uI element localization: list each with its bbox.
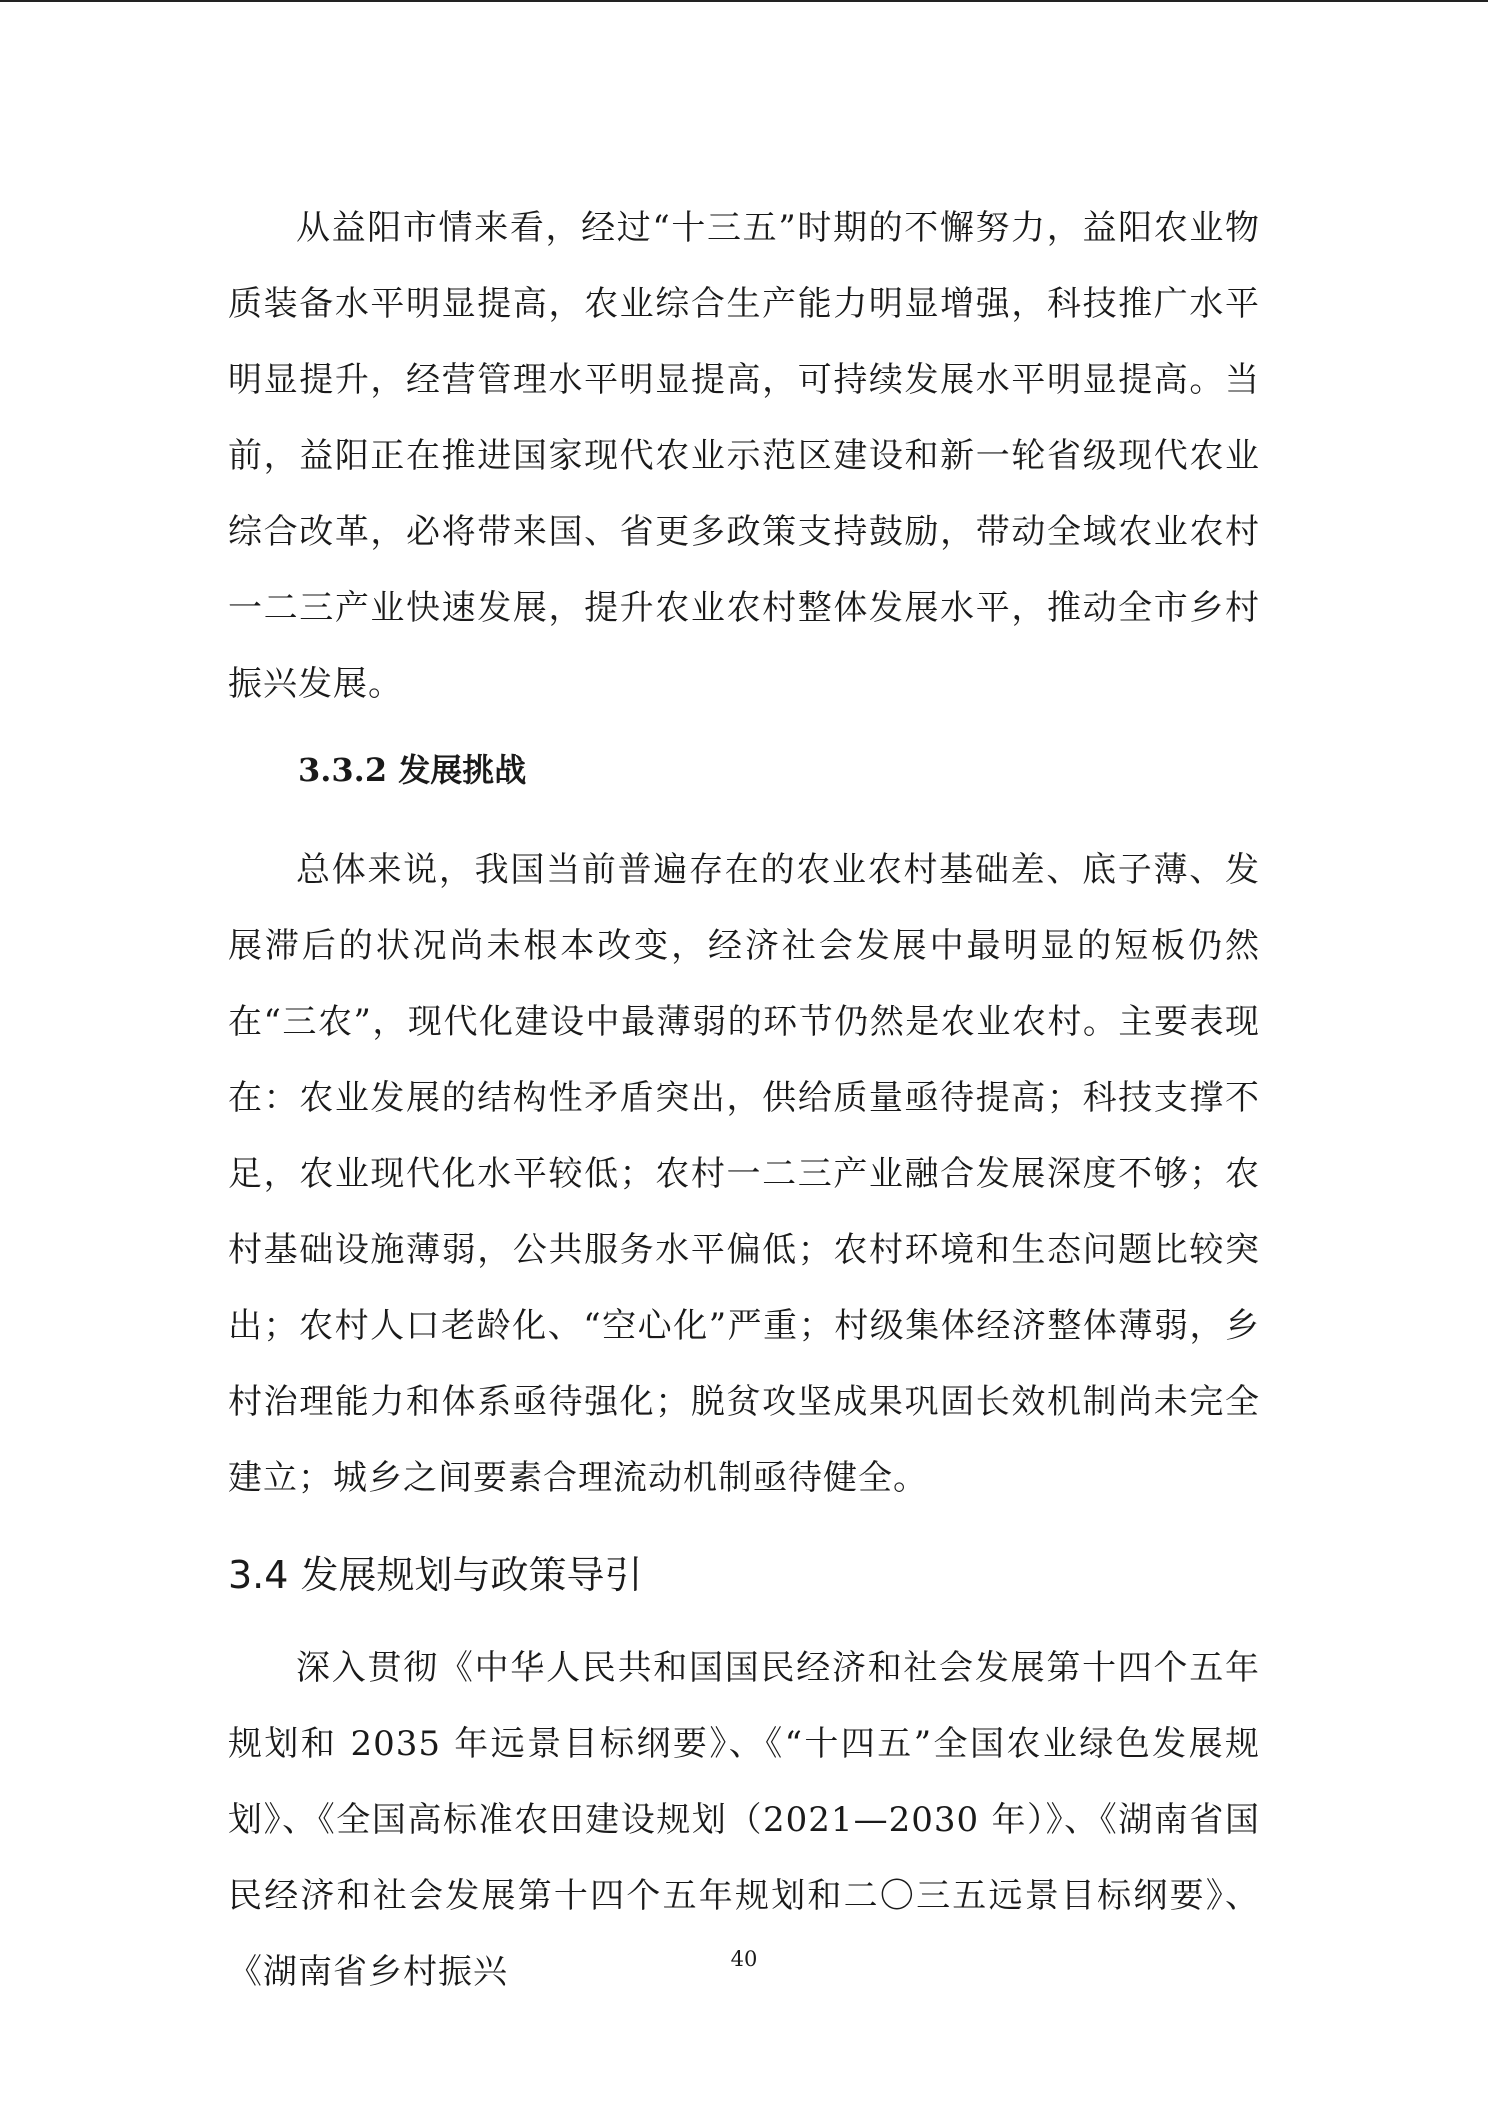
body-paragraph-yiyang-status: 从益阳市情来看，经过“十三五”时期的不懈努力，益阳农业物质装备水平明显提高，农业综合生产能力明显增强，科技推广水平明显提升，经营管理水平明显提高，可持续发展水平明显提高。当前，益阳正在推进国家现代农业示范区建设和新一轮省级现代农业综合改革，必将带来国、省更多政策支持鼓励，带动全域农业农村一二三产业快速发展，提升农业农村整体发展水平，推动全市乡村振兴发展。 (228, 208, 1260, 704)
page-top-border (0, 0, 1488, 2)
document-page (228, 190, 1260, 2010)
subsection-heading (298, 740, 1260, 800)
section-heading (228, 1542, 1260, 1608)
subsection-number: 3.3.2 (298, 751, 388, 789)
section-number: 3.4 (228, 1553, 289, 1597)
body-paragraph-challenges: 总体来说，我国当前普遍存在的农业农村基础差、底子薄、发展滞后的状况尚未根本改变，经济社会发展中最明显的短板仍然在“三农”，现代化建设中最薄弱的环节仍然是农业农村。主要表现在：农业发展的结构性矛盾突出，供给质量亟待提高；科技支撑不足，农业现代化水平较低；农村一二三产业融合发展深度不够；农村基础设施薄弱，公共服务水平偏低；农村环境和生态问题比较突出；农村人口老龄化、“空心化”严重；村级集体经济整体薄弱，乡村治理能力和体系亟待强化；脱贫攻坚成果巩固长效机制尚未完全建立；城乡之间要素合理流动机制亟待健全。 (228, 850, 1260, 1498)
page-number: 40 (730, 1947, 758, 1971)
section-title: 发展规划与政策导引 (300, 1553, 643, 1597)
subsection-title: 发展挑战 (398, 751, 527, 789)
body-paragraph-policy: 深入贯彻《中华人民共和国国民经济和社会发展第十四个五年规划和 2035 年远景目标纲要》、《“十四五”全国农业绿色发展规划》、《全国高标准农田建设规划（2021—2030 年）》、《湖南省国民经济和社会发展第十四个五年规划和二〇三五远景目标纲要》、《湖南省乡村振兴 (228, 1648, 1260, 1992)
